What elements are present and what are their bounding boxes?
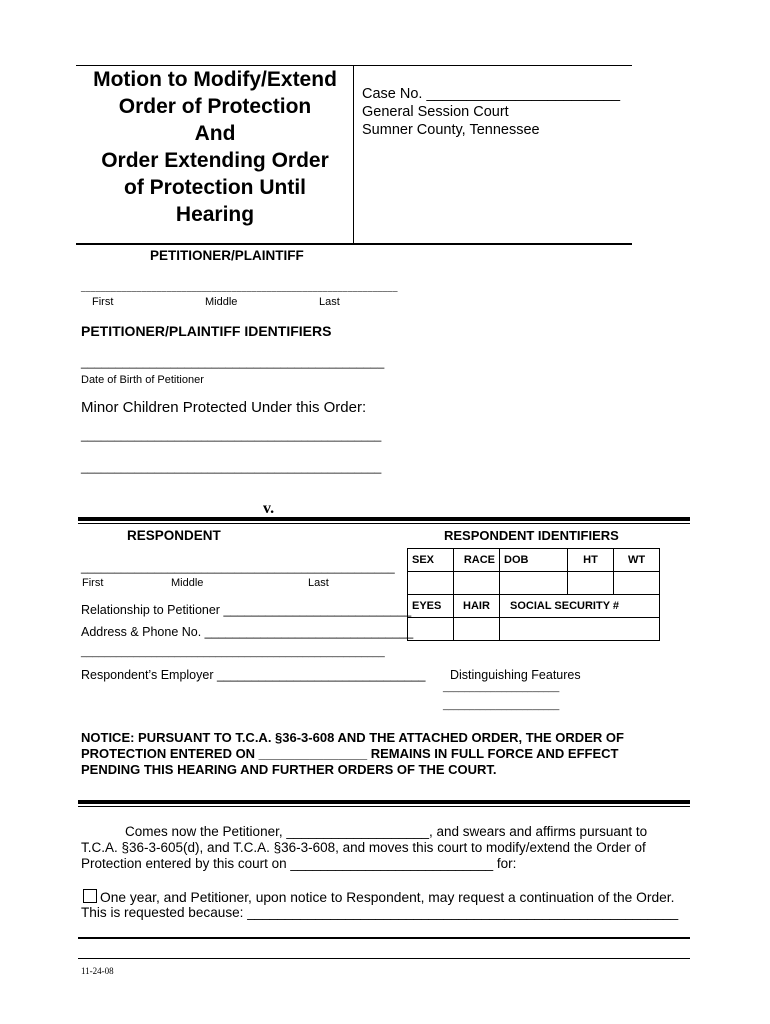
- dob-line[interactable]: ____________________________________________: [81, 355, 385, 369]
- reason-field[interactable]: This is requested because: _________________________________________________________: [81, 905, 679, 920]
- county-name: Sumner County, Tennessee: [362, 122, 540, 138]
- form-date-code: 11-24-08: [81, 966, 114, 976]
- petitioner-heading: PETITIONER/PLAINTIFF: [150, 248, 304, 263]
- wt-cell[interactable]: WT: [614, 549, 660, 572]
- respondent-name-line[interactable]: _______________________________________________: [81, 560, 395, 574]
- eyes-cell[interactable]: EYES: [408, 595, 454, 618]
- document-title: [76, 66, 354, 228]
- option-one-year-label: One year, and Petitioner, upon notice to Respondent, may request a continuation of the Order.: [100, 890, 675, 905]
- notice-divider: [78, 800, 690, 804]
- respondent-divider: [78, 517, 690, 521]
- address-line-2[interactable]: ____________________________________________________: [81, 646, 385, 658]
- features-line[interactable]: ______________________: [443, 700, 560, 711]
- ht-value-cell[interactable]: [568, 572, 614, 595]
- dob-value-cell[interactable]: [500, 572, 568, 595]
- case-number-field[interactable]: Case No. ________________________: [362, 86, 621, 102]
- ssn-cell[interactable]: SOCIAL SECURITY #: [500, 595, 660, 618]
- option-one-year[interactable]: [83, 889, 674, 906]
- header-bottom-rule: [76, 243, 632, 245]
- table-row: [408, 618, 660, 641]
- petitioner-name-line[interactable]: _______________________________________________________________: [81, 282, 398, 292]
- footer-rule: [78, 937, 690, 939]
- minor-children-label: Minor Children Protected Under this Order:: [81, 399, 367, 416]
- title-line: of Protection Until: [124, 176, 306, 199]
- motion-line: Protection entered by this court on ___________________________ for:: [81, 856, 517, 871]
- title-line: And: [194, 122, 236, 145]
- race-cell[interactable]: RACE: [454, 549, 500, 572]
- eyes-value-cell[interactable]: [408, 618, 454, 641]
- ssn-value-cell[interactable]: [500, 618, 660, 641]
- title-line: Motion to Modify/Extend: [93, 68, 337, 91]
- respondent-identifiers-heading: RESPONDENT IDENTIFIERS: [444, 528, 619, 543]
- table-row: [408, 572, 660, 595]
- notice-block: [81, 730, 681, 778]
- respondent-identifiers-table: [407, 548, 660, 641]
- case-info: [362, 85, 620, 139]
- respondent-last-label: Last: [308, 577, 329, 589]
- motion-line: T.C.A. §36-3-605(d), and T.C.A. §36-3-608, and moves this court to modify/extend the Order of: [81, 840, 646, 855]
- notice-divider-thin: [78, 806, 690, 807]
- ht-cell[interactable]: HT: [568, 549, 614, 572]
- distinguishing-features-label: Distinguishing Features: [450, 668, 581, 682]
- hair-value-cell[interactable]: [454, 618, 500, 641]
- title-line: Order Extending Order: [101, 149, 329, 172]
- petitioner-identifiers-heading: PETITIONER/PLAINTIFF IDENTIFIERS: [81, 323, 332, 339]
- sex-cell[interactable]: SEX: [408, 549, 454, 572]
- title-line: Hearing: [175, 203, 255, 226]
- relationship-field[interactable]: Relationship to Petitioner ___________________________: [81, 603, 412, 617]
- respondent-first-label: First: [82, 577, 104, 589]
- features-line[interactable]: ______________________: [443, 682, 560, 693]
- respondent-divider-thin: [78, 523, 690, 524]
- respondent-heading: RESPONDENT: [127, 528, 221, 543]
- one-year-checkbox[interactable]: [83, 889, 97, 903]
- table-row: [408, 549, 660, 572]
- address-phone-field[interactable]: Address & Phone No. ______________________________: [81, 625, 414, 639]
- footer-rule-2: [78, 958, 690, 959]
- minor-child-line[interactable]: _____________________________________________: [81, 428, 382, 442]
- minor-child-line[interactable]: _____________________________________________: [81, 460, 382, 474]
- race-value-cell[interactable]: [454, 572, 500, 595]
- notice-line: PROTECTION ENTERED ON _______________ REMAINS IN FULL FORCE AND EFFECT: [81, 746, 619, 761]
- sex-value-cell[interactable]: [408, 572, 454, 595]
- employer-field[interactable]: Respondent’s Employer ______________________________: [81, 668, 426, 682]
- petitioner-last-label: Last: [319, 296, 340, 308]
- title-line: Order of Protection: [118, 95, 312, 118]
- court-name: General Session Court: [362, 104, 509, 120]
- hair-cell[interactable]: HAIR: [454, 595, 500, 618]
- petitioner-first-label: First: [92, 296, 114, 308]
- versus-label: v.: [263, 500, 275, 517]
- motion-line: Comes now the Petitioner, ___________________, and swears and affirms pursuant to: [125, 824, 648, 839]
- table-row: [408, 595, 660, 618]
- dob-cell[interactable]: DOB: [500, 549, 568, 572]
- respondent-middle-label: Middle: [171, 577, 204, 589]
- petitioner-middle-label: Middle: [205, 296, 238, 308]
- notice-line: NOTICE: PURSUANT TO T.C.A. §36-3-608 AND THE ATTACHED ORDER, THE ORDER OF: [81, 730, 624, 745]
- notice-line: PENDING THIS HEARING AND FURTHER ORDERS OF THE COURT.: [81, 762, 497, 777]
- wt-value-cell[interactable]: [614, 572, 660, 595]
- dob-label: Date of Birth of Petitioner: [81, 374, 204, 386]
